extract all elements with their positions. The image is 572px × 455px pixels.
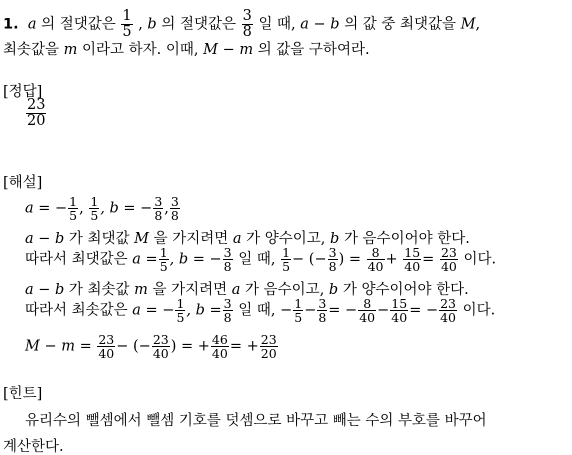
fraction: $\frac{23}{40}$: [440, 296, 457, 326]
problem-number: 1.: [3, 16, 19, 33]
solution-line-4: a − b 가 최솟값 m 을 가지려면 a 가 음수이고, b 가 양수이어야 한다.: [25, 282, 469, 298]
fraction: $\frac{3}{8}$: [170, 194, 179, 224]
answer-heading: [정답]: [3, 84, 43, 100]
fraction: $\frac{23}{40}$: [98, 332, 115, 362]
hint-heading: [힌트]: [3, 386, 43, 402]
fraction: $\frac{15}{40}$: [404, 245, 421, 275]
fraction: $\frac{3}{8}$: [328, 245, 337, 275]
solution-line-6: M − m = $\frac{23}{40}$ − (− $\frac{23}{40}$ ) = + $\frac{46}{40}$ = + $\frac{23}{20}$: [25, 332, 277, 362]
fraction: $\frac{23}{40}$: [152, 332, 169, 362]
solution-line-5: 따라서 최솟값은 a = − $\frac{1}{5}$ , b = $\frac{3}{8}$ 일 때, − $\frac{1}{5}$ − $\frac{3}{8}$ = − $\frac{8}{40}$ − $\frac{15}{40}$ = − $\frac{23}{40}$ 이다.: [25, 296, 496, 326]
solution-line-2: a − b 가 최댓값 M 을 가지려면 a 가 양수이고, b 가 음수이어야 한다.: [25, 231, 470, 247]
fraction: $\frac{3}{8}$: [223, 296, 232, 326]
fraction: $\frac{23}{20}$: [260, 332, 277, 362]
solution-heading: [해설]: [3, 175, 43, 191]
fraction: $\frac{23}{20}$: [27, 97, 46, 130]
fraction: $\frac{1}{5}$: [282, 245, 291, 275]
fraction: $\frac{1}{5}$: [159, 245, 168, 275]
fraction: $\frac{1}{5}$: [90, 194, 99, 224]
fraction: $\frac{46}{40}$: [211, 332, 228, 362]
hint-line-2: 계산한다.: [3, 439, 64, 455]
fraction: $\frac{8}{40}$: [367, 245, 384, 275]
fraction: $\frac{15}{40}$: [391, 296, 408, 326]
answer-value: [25, 98, 47, 129]
fraction: $\frac{3}{8}$: [318, 296, 327, 326]
fraction: $\frac{8}{40}$: [359, 296, 376, 326]
fraction: $\frac{1}{5}$: [122, 8, 132, 41]
fraction: $\frac{1}{5}$: [176, 296, 185, 326]
solution-line-3: 따라서 최댓값은 a = $\frac{1}{5}$ , b = − $\frac{3}{8}$ 일 때, $\frac{1}{5}$ − (− $\frac{3}{8}$ ) = $\frac{8}{40}$ + $\frac{15}{40}$ = $\frac{23}{40}$ 이다.: [25, 245, 497, 275]
hint-line-1: 유리수의 뺄셈에서 뺄셈 기호를 덧셈으로 바꾸고 빼는 수의 부호를 바꾸어: [25, 413, 487, 429]
solution-line-1: a = − $\frac{1}{5}$ , $\frac{1}{5}$ , b = − $\frac{3}{8}$ , $\frac{3}{8}$: [25, 194, 179, 224]
fraction: $\frac{1}{5}$: [69, 194, 78, 224]
problem-line-2: 최솟값을 m 이라고 하자. 이때, M − m 의 값을 구하여라.: [3, 42, 370, 58]
fraction: $\frac{1}{5}$: [294, 296, 303, 326]
problem-line-1: 1. a 의 절댓값은 $\frac{1}{5}$ , b 의 절댓값은 $\frac{3}{8}$ 일 때, a − b 의 값 중 최댓값을 M,: [3, 8, 481, 41]
fraction: $\frac{3}{8}$: [242, 8, 252, 41]
fraction: $\frac{23}{40}$: [440, 245, 457, 275]
fraction: $\frac{3}{8}$: [154, 194, 163, 224]
fraction: $\frac{3}{8}$: [223, 245, 232, 275]
